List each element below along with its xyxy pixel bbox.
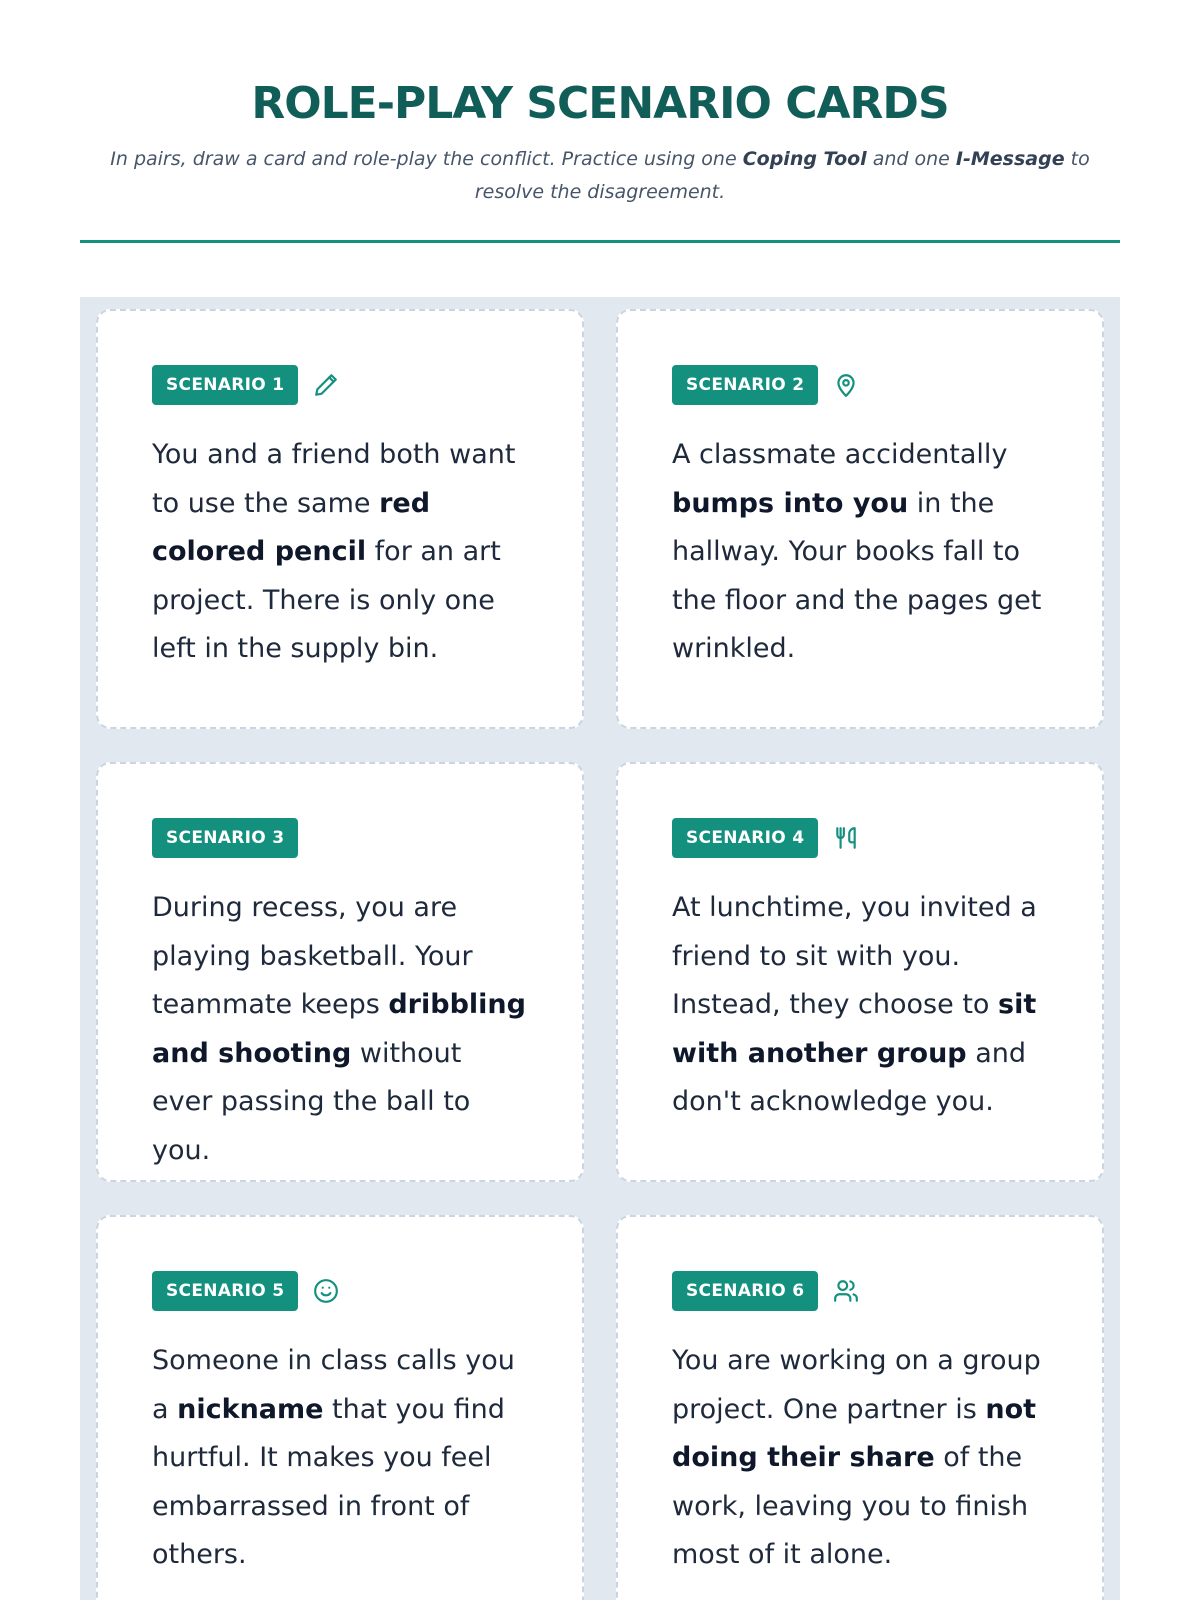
scenario-badge: SCENARIO 1 bbox=[152, 365, 298, 405]
scenario-card-3 bbox=[96, 762, 584, 1182]
pencil-icon bbox=[312, 371, 340, 399]
utensils-icon bbox=[832, 824, 860, 852]
scenario-badge: SCENARIO 6 bbox=[672, 1271, 818, 1311]
scenario-badge: SCENARIO 5 bbox=[152, 1271, 298, 1311]
scenario-text bbox=[152, 431, 530, 674]
page-subtitle bbox=[80, 143, 1120, 209]
scenario-text-part: for an art project. There is only one left in the supply bin. bbox=[152, 536, 501, 664]
scenario-text bbox=[152, 1337, 530, 1580]
scenario-text-part: and don't acknowledge you. bbox=[672, 1037, 1027, 1117]
subtitle-strong-i-message: I-Message bbox=[955, 147, 1065, 170]
page-header bbox=[80, 78, 1120, 209]
scenario-card-6 bbox=[616, 1215, 1104, 1600]
scenario-text-part: in the hallway. Your books fall to the floor and the pages get wrinkled. bbox=[672, 487, 1042, 664]
scenario-text-part: that you find hurtful. It makes you feel embarrassed in front of others. bbox=[152, 1393, 505, 1570]
scenario-text bbox=[672, 884, 1050, 1127]
scenario-text-emphasis: dribbling and shooting bbox=[152, 989, 526, 1069]
subtitle-text-3: to resolve the disagreement. bbox=[474, 147, 1090, 203]
card-header bbox=[152, 1271, 530, 1311]
card-header bbox=[672, 365, 1050, 405]
subtitle-text-2: and one bbox=[866, 147, 956, 170]
scenario-text-emphasis: sit with another group bbox=[672, 989, 1037, 1069]
users-icon bbox=[832, 1277, 860, 1305]
scenario-badge: SCENARIO 4 bbox=[672, 818, 818, 858]
card-header bbox=[672, 818, 1050, 858]
scenario-text-part: At lunchtime, you invited a friend to sit with you. Instead, they choose to bbox=[672, 892, 1037, 1020]
scenario-text-part: A classmate accidentally bbox=[672, 439, 1008, 470]
scenario-badge: SCENARIO 2 bbox=[672, 365, 818, 405]
scenario-card-2 bbox=[616, 309, 1104, 729]
card-header bbox=[152, 818, 530, 858]
subtitle-text-1: In pairs, draw a card and role-play the conflict. Practice using one bbox=[110, 147, 743, 170]
scenario-text-emphasis: nickname bbox=[177, 1393, 324, 1425]
scenario-text-part: During recess, you are playing basketball. Your teammate keeps bbox=[152, 892, 473, 1020]
scenario-text bbox=[152, 884, 530, 1175]
card-header bbox=[672, 1271, 1050, 1311]
smile-icon bbox=[312, 1277, 340, 1305]
header-divider bbox=[80, 240, 1120, 243]
scenario-text-emphasis: not doing their share bbox=[672, 1393, 1037, 1473]
scenario-card-5 bbox=[96, 1215, 584, 1600]
scenario-badge: SCENARIO 3 bbox=[152, 818, 298, 858]
subtitle-strong-coping-tool: Coping Tool bbox=[742, 147, 867, 170]
scenario-text-part: without ever passing the ball to you. bbox=[152, 1037, 471, 1166]
scenario-card-1 bbox=[96, 309, 584, 729]
scenario-text-part: You and a friend both want to use the same bbox=[152, 439, 516, 519]
scenario-text-part: You are working on a group project. One partner is bbox=[672, 1345, 1041, 1425]
map-pin-icon bbox=[832, 371, 860, 399]
scenario-text bbox=[672, 431, 1050, 674]
card-header bbox=[152, 365, 530, 405]
scenario-card-4 bbox=[616, 762, 1104, 1182]
scenario-text-emphasis: red colored pencil bbox=[152, 487, 431, 567]
scenario-text-part: Someone in class calls you a bbox=[152, 1345, 515, 1425]
scenario-text-part: of the work, leaving you to finish most of it alone. bbox=[672, 1442, 1029, 1570]
page-title: ROLE-PLAY SCENARIO CARDS bbox=[251, 78, 949, 129]
cards-sheet bbox=[80, 297, 1120, 1600]
scenario-text-emphasis: bumps into you bbox=[672, 487, 909, 519]
scenario-text bbox=[672, 1337, 1050, 1580]
